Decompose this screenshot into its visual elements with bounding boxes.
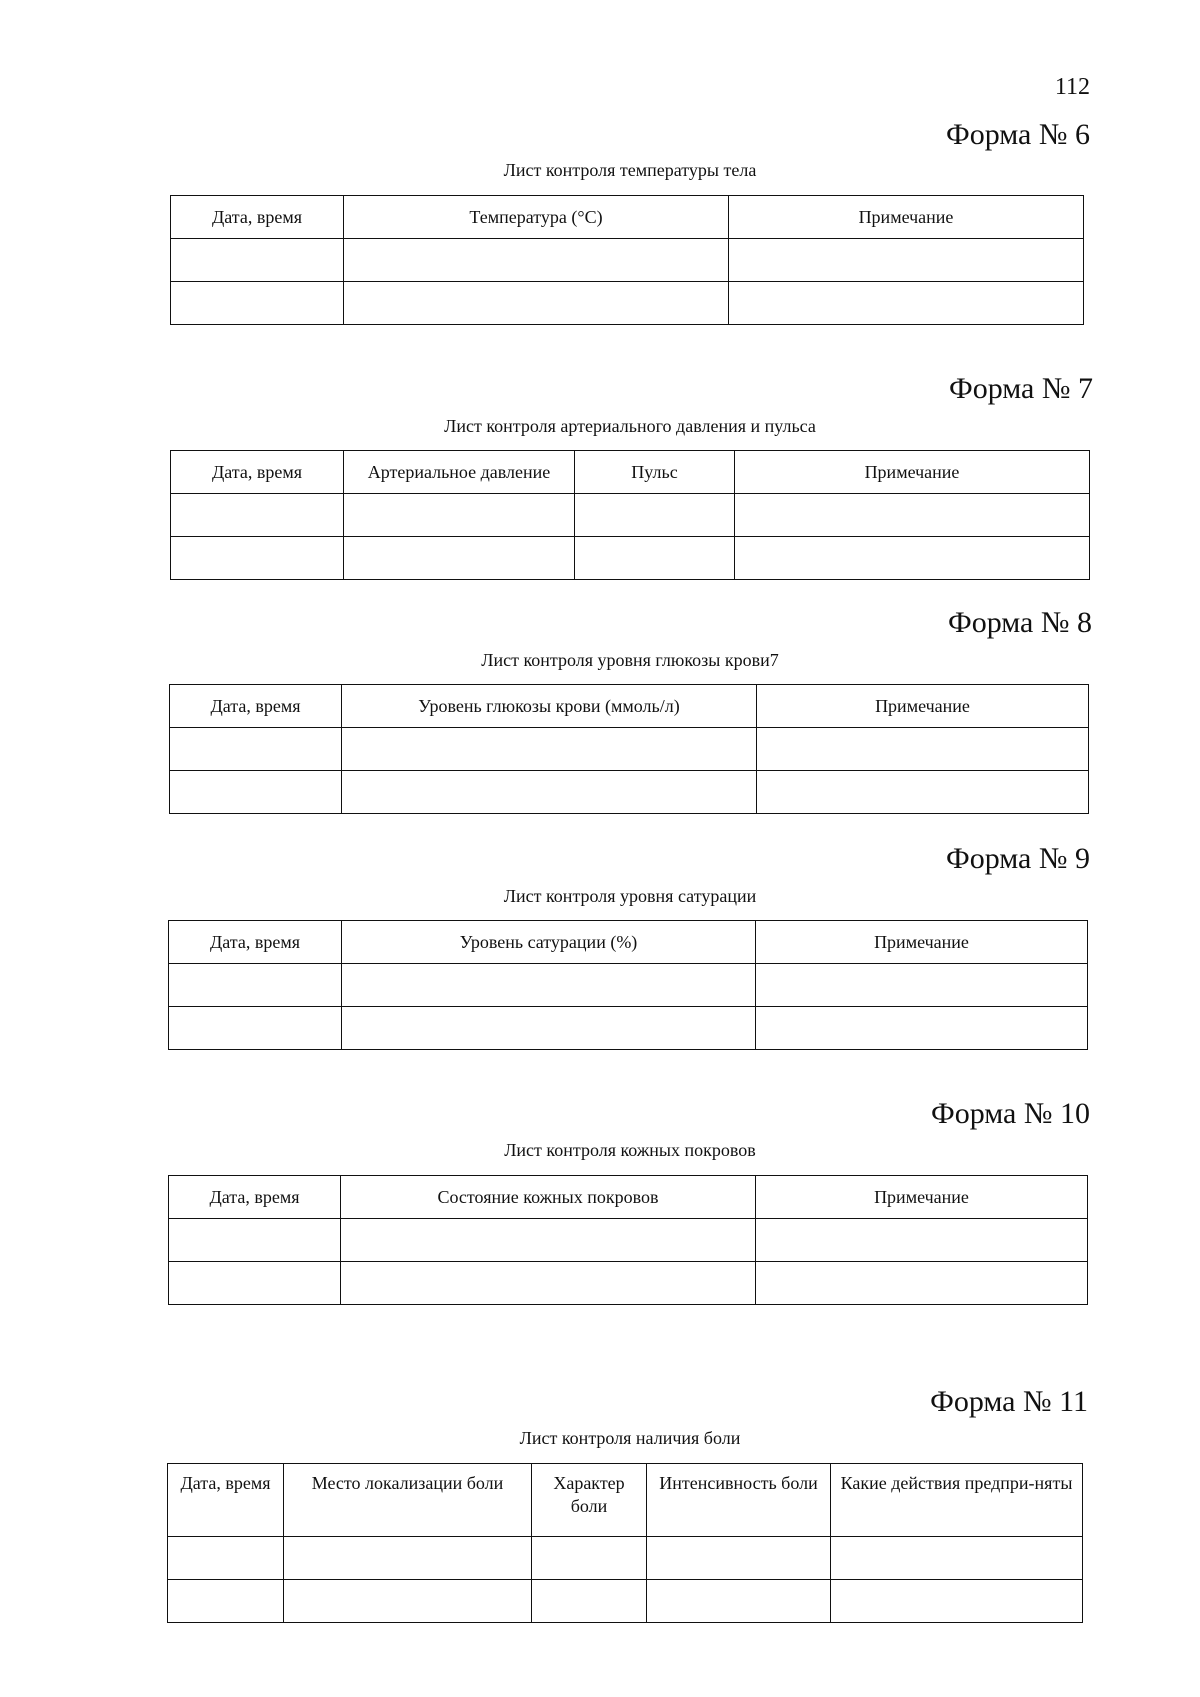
form-9-cell[interactable] <box>169 1007 342 1050</box>
form-9-header-cell: Примечание <box>756 921 1088 964</box>
form-6-cell[interactable] <box>344 239 729 282</box>
form-6-cell[interactable] <box>729 282 1084 325</box>
form-8-header-cell: Уровень глюкозы крови (ммоль/л) <box>342 685 757 728</box>
form-10-header-cell: Примечание <box>756 1176 1088 1219</box>
form-8-table <box>169 684 1089 814</box>
form-7-header-cell: Примечание <box>735 451 1090 494</box>
form-11-header-cell: Интенсивность боли <box>647 1464 831 1537</box>
form-11-cell[interactable] <box>168 1580 284 1623</box>
form-10-caption: Лист контроля кожных покровов <box>504 1140 756 1160</box>
form-10-table <box>168 1175 1088 1305</box>
form-11-cell[interactable] <box>647 1537 831 1580</box>
form-10-cell[interactable] <box>169 1219 341 1262</box>
form-11-cell[interactable] <box>831 1537 1083 1580</box>
form-8-caption: Лист контроля уровня глюкозы крови7 <box>481 650 779 670</box>
form-6-header-cell: Примечание <box>729 196 1084 239</box>
form-10-header-cell: Состояние кожных покровов <box>341 1176 756 1219</box>
form-9-cell[interactable] <box>169 964 342 1007</box>
form-8-cell[interactable] <box>342 728 757 771</box>
form-9-cell[interactable] <box>342 964 756 1007</box>
form-9-table <box>168 920 1088 1050</box>
form-11-cell[interactable] <box>284 1580 532 1623</box>
form-9-cell[interactable] <box>342 1007 756 1050</box>
form-11-title: Форма № 11 <box>930 1385 1088 1418</box>
form-11-cell[interactable] <box>168 1537 284 1580</box>
form-8-header-cell: Примечание <box>757 685 1089 728</box>
form-10-cell[interactable] <box>756 1219 1088 1262</box>
form-7-header-cell: Дата, время <box>171 451 344 494</box>
form-11-cell[interactable] <box>284 1537 532 1580</box>
form-8-cell[interactable] <box>170 728 342 771</box>
form-10-cell[interactable] <box>341 1262 756 1305</box>
page-number: 112 <box>1054 74 1090 100</box>
form-11-caption: Лист контроля наличия боли <box>519 1428 741 1448</box>
form-6-header-cell: Дата, время <box>171 196 344 239</box>
form-8-header-cell: Дата, время <box>170 685 342 728</box>
form-7-header-cell: Пульс <box>575 451 735 494</box>
form-7-title: Форма № 7 <box>949 372 1093 405</box>
form-11-cell[interactable] <box>532 1537 647 1580</box>
form-7-cell[interactable] <box>171 537 344 580</box>
form-11-header-cell: Место локализации боли <box>284 1464 532 1537</box>
form-7-cell[interactable] <box>735 537 1090 580</box>
form-8-cell[interactable] <box>757 728 1089 771</box>
form-7-caption: Лист контроля артериального давления и пульса <box>444 416 816 436</box>
form-9-title: Форма № 9 <box>946 842 1090 875</box>
form-7-cell[interactable] <box>575 537 735 580</box>
form-9-header-cell: Уровень сатурации (%) <box>342 921 756 964</box>
form-9-header-cell: Дата, время <box>169 921 342 964</box>
form-7-table <box>170 450 1090 580</box>
form-7-cell[interactable] <box>344 537 575 580</box>
form-8-cell[interactable] <box>342 771 757 814</box>
form-6-title: Форма № 6 <box>946 118 1090 151</box>
form-6-table <box>170 195 1084 325</box>
form-6-cell[interactable] <box>729 239 1084 282</box>
form-11-table <box>167 1463 1083 1623</box>
form-11-header-cell: Дата, время <box>168 1464 284 1537</box>
form-8-cell[interactable] <box>170 771 342 814</box>
form-11-cell[interactable] <box>532 1580 647 1623</box>
form-7-cell[interactable] <box>735 494 1090 537</box>
form-6-cell[interactable] <box>344 282 729 325</box>
form-7-header-cell: Артериальное давление <box>344 451 575 494</box>
form-10-cell[interactable] <box>169 1262 341 1305</box>
form-10-cell[interactable] <box>341 1219 756 1262</box>
form-6-cell[interactable] <box>171 282 344 325</box>
form-10-header-cell: Дата, время <box>169 1176 341 1219</box>
form-7-cell[interactable] <box>171 494 344 537</box>
form-11-header-cell: Какие действия предпри-няты <box>831 1464 1083 1537</box>
form-7-cell[interactable] <box>575 494 735 537</box>
form-10-title: Форма № 10 <box>931 1097 1090 1130</box>
form-9-caption: Лист контроля уровня сатурации <box>503 886 757 906</box>
form-8-cell[interactable] <box>757 771 1089 814</box>
form-9-cell[interactable] <box>756 964 1088 1007</box>
form-9-cell[interactable] <box>756 1007 1088 1050</box>
form-6-header-cell: Температура (°С) <box>344 196 729 239</box>
form-7-cell[interactable] <box>344 494 575 537</box>
form-6-cell[interactable] <box>171 239 344 282</box>
form-11-cell[interactable] <box>647 1580 831 1623</box>
form-6-caption: Лист контроля температуры тела <box>503 160 757 180</box>
form-8-title: Форма № 8 <box>948 606 1092 639</box>
form-11-cell[interactable] <box>831 1580 1083 1623</box>
form-10-cell[interactable] <box>756 1262 1088 1305</box>
form-11-header-cell: Характер боли <box>532 1464 647 1537</box>
